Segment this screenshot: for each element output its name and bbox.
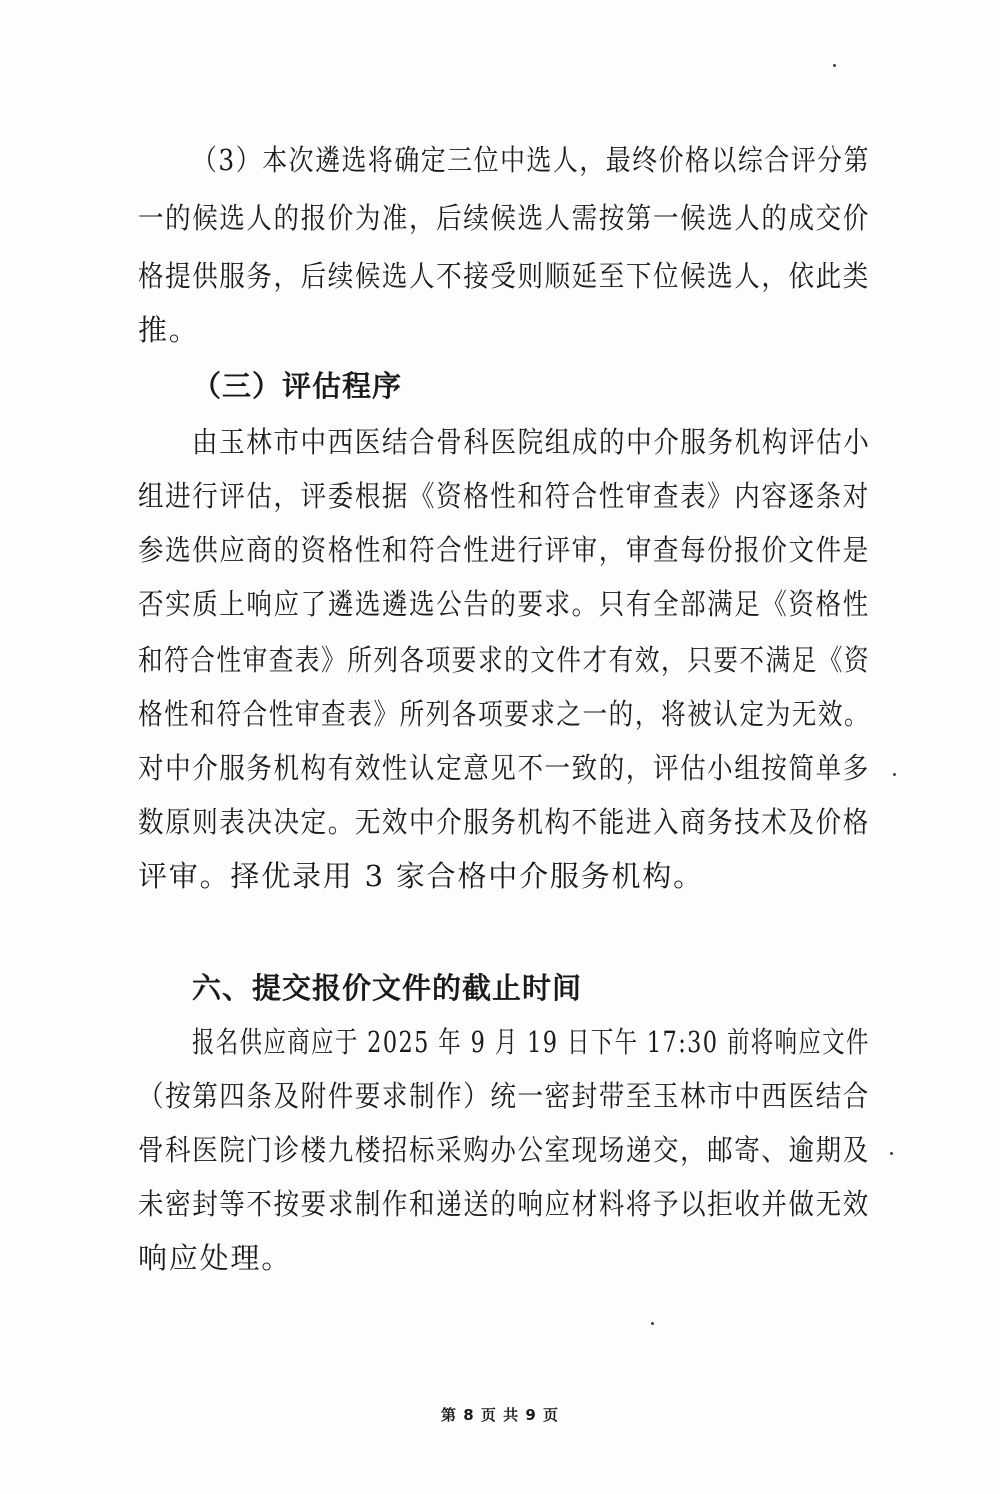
eval-line-7: 对中介服务机构有效性认定意见不一致的，评估小组按简单多 — [138, 751, 870, 785]
section-6-heading: 六、提交报价文件的截止时间 — [192, 971, 583, 1005]
deadline-line-3: 骨科医院门诊楼九楼招标采购办公室现场递交，邮寄、逾期及 — [138, 1133, 870, 1167]
eval-line-6: 格性和符合性审查表》所列各项要求之一的，将被认定为无效。 — [138, 697, 871, 731]
eval-line-2: 组进行评估，评委根据《资格性和符合性审查表》内容逐条对 — [138, 479, 870, 513]
para-3-line-1: （3）本次遴选将确定三位中选人，最终价格以综合评分第 — [192, 143, 871, 177]
scan-speck — [651, 1322, 654, 1325]
scan-speck — [893, 773, 896, 776]
eval-line-8: 数原则表决决定。无效中介服务机构不能进入商务技术及价格 — [138, 805, 870, 839]
deadline-line-5: 响应处理。 — [138, 1241, 293, 1275]
deadline-line-1: 报名供应商应于 2025 年 9 月 19 日下午 17:30 前将响应文件 — [192, 1025, 870, 1059]
deadline-line-4: 未密封等不按要求制作和递送的响应材料将予以拒收并做无效 — [138, 1187, 870, 1221]
page-footer: 第 8 页 共 9 页 — [441, 1406, 559, 1424]
scan-speck — [890, 1152, 893, 1155]
para-3-line-4: 推。 — [138, 313, 200, 347]
scan-speck — [833, 64, 836, 67]
deadline-line-2: （按第四条及附件要求制作）统一密封带至玉林市中西医结合 — [138, 1079, 870, 1113]
eval-line-5: 和符合性审查表》所列各项要求的文件才有效，只要不满足《资 — [138, 643, 871, 677]
para-3-line-2: 一的候选人的报价为准，后续候选人需按第一候选人的成交价 — [138, 201, 870, 235]
eval-line-9: 评审。择优录用 3 家合格中介服务机构。 — [138, 859, 704, 893]
eval-line-3: 参选供应商的资格性和符合性进行评审，审查每份报价文件是 — [138, 533, 870, 567]
eval-line-1: 由玉林市中西医结合骨科医院组成的中介服务机构评估小 — [192, 425, 871, 459]
eval-line-4: 否实质上响应了遴选遴选公告的要求。只有全部满足《资格性 — [138, 587, 870, 621]
para-3-line-3: 格提供服务，后续候选人不接受则顺延至下位候选人，依此类 — [138, 259, 870, 293]
section-eval-heading: （三）评估程序 — [192, 369, 403, 403]
